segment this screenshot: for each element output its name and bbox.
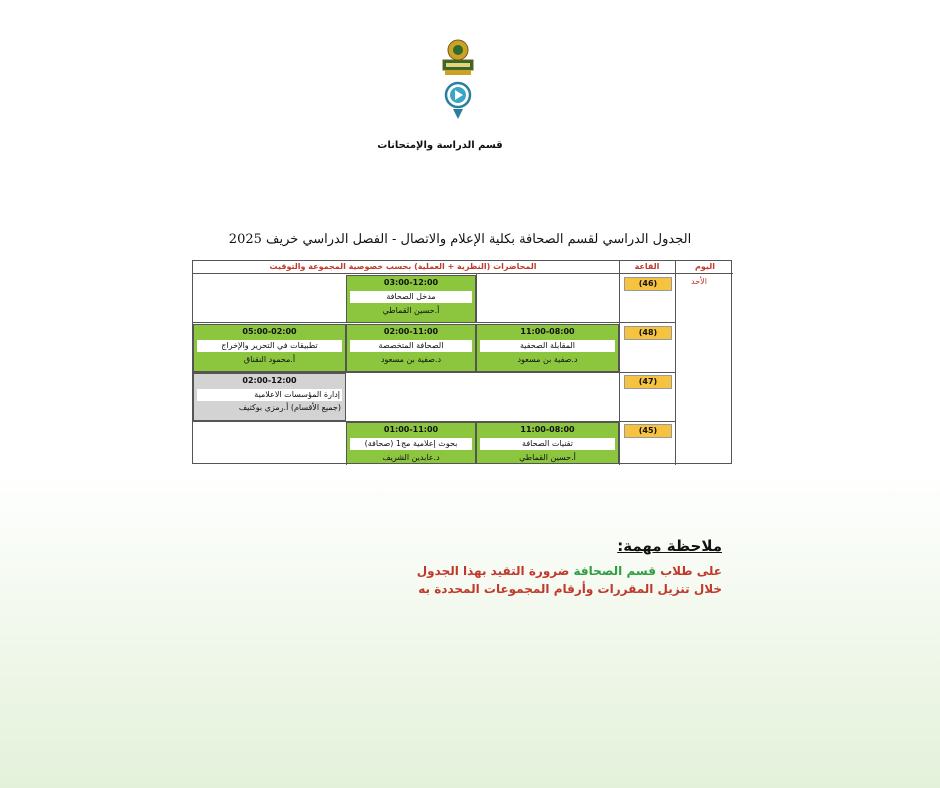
lecture-teacher: د.صفية بن مسعود bbox=[517, 355, 578, 364]
note-line-1 bbox=[380, 564, 722, 578]
lecture-teacher: (جميع الأقسام) أ.رمزي بوكتيف bbox=[238, 403, 341, 412]
lecture-course: تقنيات الصحافة bbox=[480, 438, 615, 450]
page-title: الجدول الدراسي لقسم الصحافة بكلية الإعلام والاتصال - الفصل الدراسي خريف 2025 bbox=[228, 232, 692, 247]
department-title: قسم الدراسة والإمتحانات bbox=[377, 140, 503, 151]
lecture-course: تطبيقات في التحرير والإخراج bbox=[197, 340, 342, 352]
lecture-time: 11:00-08:00 bbox=[520, 425, 575, 434]
room-badge: (48) bbox=[624, 326, 672, 340]
lecture-course: بحوث إعلامية مج1 (صحافة) bbox=[350, 438, 472, 450]
lecture-time: 01:00-11:00 bbox=[383, 425, 439, 434]
lecture-block bbox=[193, 324, 346, 372]
lecture-teacher: د.عابدين الشريف bbox=[382, 453, 440, 462]
lecture-block bbox=[346, 275, 476, 323]
column-header-room: القاعة bbox=[634, 262, 660, 271]
room-badge: (47) bbox=[624, 375, 672, 389]
schedule-table bbox=[192, 260, 732, 464]
lecture-course: إدارة المؤسسات الاعلامية bbox=[197, 389, 342, 401]
lecture-block bbox=[476, 422, 619, 464]
note-line-1-prefix: على طلاب bbox=[660, 564, 722, 578]
column-header-lectures: المحاضرات (النظرية + العملية) بحسب خصوصية المجموعة والتوقيت bbox=[269, 262, 537, 271]
day-label: الأحد bbox=[691, 277, 707, 286]
room-badge: (46) bbox=[624, 277, 672, 291]
room-badge: (45) bbox=[624, 424, 672, 438]
lecture-time: 03:00-12:00 bbox=[383, 278, 439, 287]
lecture-course: الصحافة المتخصصة bbox=[350, 340, 472, 352]
lecture-course: مدخل الصحافة bbox=[350, 291, 472, 303]
lecture-block bbox=[346, 324, 476, 372]
lecture-teacher: أ.حسين القماطي bbox=[382, 306, 440, 315]
lecture-block bbox=[476, 324, 619, 372]
lecture-teacher: أ.محمود النقناق bbox=[243, 355, 296, 364]
lecture-teacher: أ.حسين القماطي bbox=[519, 453, 576, 462]
column-header-day: اليوم bbox=[695, 262, 715, 271]
lecture-time: 11:00-08:00 bbox=[520, 327, 575, 336]
faculty-crest-logo bbox=[439, 38, 477, 78]
lecture-course: المقابلة الصحفية bbox=[480, 340, 615, 352]
note-line-2: خلال تنزيل المقررات وأرقام المجموعات المحددة به bbox=[418, 582, 722, 596]
lecture-block bbox=[346, 422, 476, 464]
note-line-1-suffix: ضرورة التقيد بهذا الجدول bbox=[416, 564, 570, 578]
lecture-block bbox=[193, 373, 346, 421]
note-department: قسم الصحافة bbox=[573, 564, 656, 578]
lecture-time: 05:00-02:00 bbox=[242, 327, 297, 336]
note-title: ملاحظة مهمة: bbox=[617, 537, 722, 555]
lecture-time: 02:00-11:00 bbox=[383, 327, 439, 336]
media-play-logo bbox=[444, 81, 472, 121]
lecture-teacher: د.صفية بن مسعود bbox=[380, 355, 442, 364]
lecture-time: 02:00-12:00 bbox=[242, 376, 297, 385]
